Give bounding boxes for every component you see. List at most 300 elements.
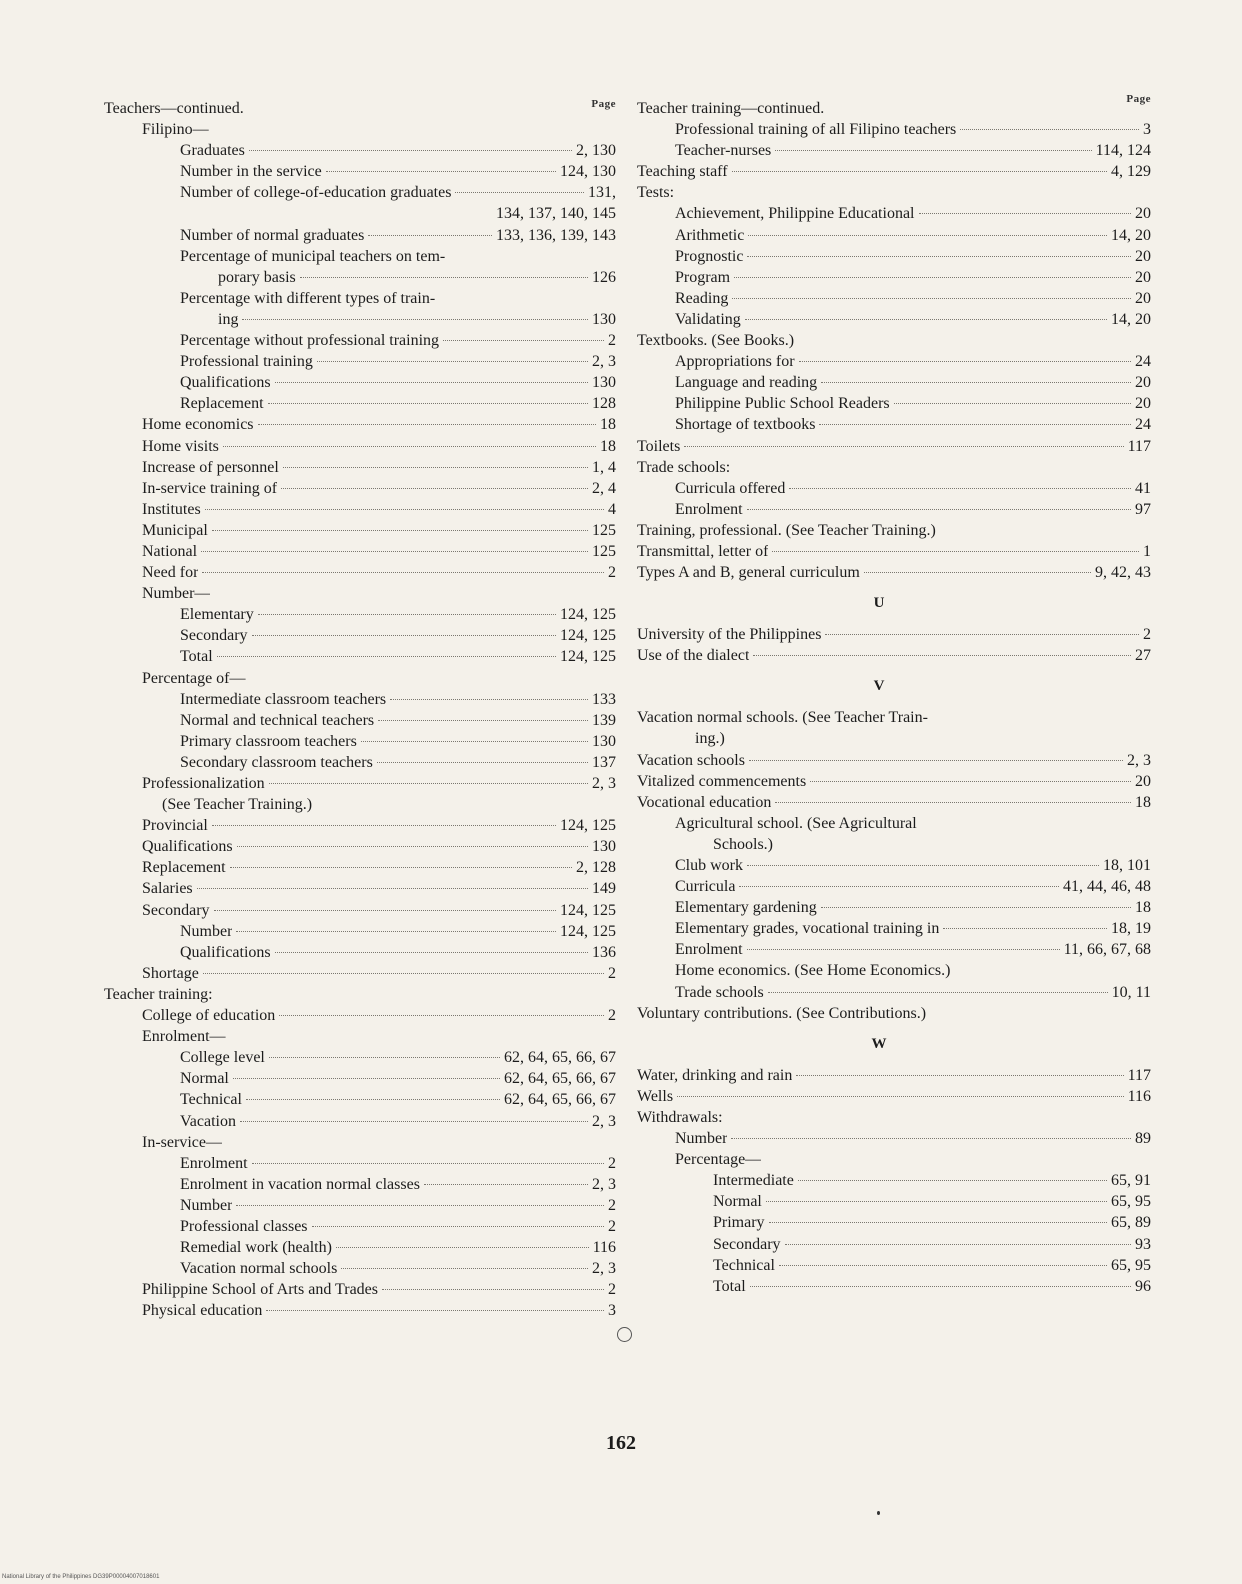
index-entry — [104, 836, 616, 857]
index-entry — [637, 288, 1151, 309]
entry-pages: 41, 44, 46, 48 — [1063, 878, 1151, 896]
entry-label: Professional training of all Filipino teachers — [675, 121, 957, 139]
entry-label: Filipino— — [142, 121, 209, 139]
index-entry — [104, 562, 616, 583]
dot-leader — [236, 931, 556, 932]
dot-leader — [317, 361, 588, 362]
entry-label: Qualifications — [180, 943, 271, 961]
right-entry-list — [637, 98, 1151, 1297]
index-entry — [104, 182, 616, 203]
entry-label: Teacher training—continued. — [637, 100, 825, 117]
index-entry — [104, 668, 616, 689]
entry-pages: 2 — [608, 1281, 616, 1299]
entry-pages: 18 — [600, 416, 616, 434]
entry-label: Trade schools: — [637, 458, 731, 476]
entry-label: Number of normal graduates — [180, 226, 365, 244]
dot-leader — [212, 530, 588, 531]
dot-leader — [249, 150, 572, 151]
entry-label: Home economics. (See Home Economics.) — [675, 962, 951, 980]
dot-leader — [205, 509, 604, 510]
entry-pages: 130 — [592, 838, 616, 856]
dot-leader — [732, 298, 1131, 299]
entry-pages: 65, 89 — [1111, 1214, 1151, 1232]
entry-pages: 10, 11 — [1111, 983, 1151, 1001]
dot-leader — [894, 403, 1131, 404]
entry-label: Salaries — [142, 880, 193, 898]
index-entry — [104, 1047, 616, 1068]
entry-label: Home visits — [142, 437, 219, 455]
index-entry — [104, 1089, 616, 1110]
index-entry — [637, 330, 1151, 351]
entry-pages: 2 — [1143, 626, 1151, 644]
entry-label: Replacement — [180, 395, 264, 413]
entry-label: Reading — [675, 289, 729, 307]
entry-label: Primary — [713, 1214, 765, 1232]
entry-pages: 2 — [608, 332, 616, 350]
entry-label: Provincial — [142, 817, 208, 835]
entry-pages: 2 — [608, 1007, 616, 1025]
index-entry — [104, 815, 616, 836]
entry-label: Teaching staff — [637, 163, 728, 181]
entry-label: Secondary — [713, 1235, 781, 1253]
entry-label: Number — [180, 922, 233, 940]
index-entry — [104, 1111, 616, 1132]
index-entry — [637, 1212, 1151, 1233]
dot-leader — [223, 446, 596, 447]
index-entry — [104, 203, 616, 224]
entry-label: Vacation — [180, 1112, 236, 1130]
index-entry — [104, 414, 616, 435]
entry-pages: 18 — [600, 437, 616, 455]
entry-label: Qualifications — [180, 374, 271, 392]
entry-label: Number— — [142, 585, 211, 603]
dot-leader — [443, 340, 604, 341]
entry-pages: 14, 20 — [1111, 310, 1151, 328]
index-entry — [104, 646, 616, 667]
dot-leader — [772, 551, 1139, 552]
index-entry — [104, 942, 616, 963]
index-entry — [637, 119, 1151, 140]
dot-leader — [266, 1310, 604, 1311]
dot-leader — [734, 277, 1131, 278]
index-entry — [104, 478, 616, 499]
index-entry — [637, 1234, 1151, 1255]
dot-leader — [233, 1078, 500, 1079]
index-entry — [637, 414, 1151, 435]
entry-pages: 116 — [1127, 1087, 1151, 1105]
entry-pages: 24 — [1135, 416, 1151, 434]
dot-leader — [336, 1247, 589, 1248]
entry-pages: 20 — [1135, 289, 1151, 307]
entry-label: Institutes — [142, 500, 201, 518]
dot-leader — [747, 865, 1099, 866]
entry-label: Achievement, Philippine Educational — [675, 205, 915, 223]
entry-label: Transmittal, letter of — [637, 542, 769, 560]
entry-label: Number — [675, 1130, 728, 1148]
dot-leader — [382, 1289, 604, 1290]
dot-leader — [230, 867, 572, 868]
entry-label: Number in the service — [180, 163, 322, 181]
dot-leader — [378, 720, 588, 721]
entry-label: Voluntary contributions. (See Contributions.) — [637, 1004, 927, 1022]
index-entry — [637, 478, 1151, 499]
index-entry — [104, 1005, 616, 1026]
entry-label: Curricula — [675, 878, 736, 896]
index-entry — [104, 267, 616, 288]
index-entry — [637, 309, 1151, 330]
entry-label: Primary classroom teachers — [180, 732, 357, 750]
entry-pages: 117 — [1127, 437, 1151, 455]
entry-pages: 124, 125 — [560, 627, 616, 645]
dot-leader — [789, 488, 1131, 489]
entry-label: University of the Philippines — [637, 626, 822, 644]
dot-leader — [252, 1163, 604, 1164]
entry-pages: 20 — [1135, 395, 1151, 413]
entry-pages: 124, 130 — [560, 163, 616, 181]
index-entry — [637, 393, 1151, 414]
entry-pages: 149 — [592, 880, 616, 898]
index-entry — [104, 499, 616, 520]
entry-label: Replacement — [142, 859, 226, 877]
entry-pages: 41 — [1135, 479, 1151, 497]
entry-label: Curricula offered — [675, 479, 786, 497]
dot-leader — [753, 655, 1131, 656]
entry-pages: 24 — [1135, 353, 1151, 371]
index-entry — [104, 98, 616, 119]
entry-label: Intermediate classroom teachers — [180, 690, 387, 708]
entry-pages: 124, 125 — [560, 648, 616, 666]
dot-leader — [819, 424, 1131, 425]
index-entry — [637, 203, 1151, 224]
entry-label: Prognostic — [675, 247, 744, 265]
dot-leader — [326, 171, 556, 172]
index-entry — [637, 246, 1151, 267]
index-entry — [104, 330, 616, 351]
dot-leader — [269, 783, 588, 784]
entry-pages: 126 — [592, 268, 616, 286]
dot-leader — [825, 634, 1139, 635]
entry-pages: 128 — [592, 395, 616, 413]
dot-leader — [747, 256, 1131, 257]
entry-label: Training, professional. (See Teacher Training.) — [637, 521, 936, 539]
entry-label: Secondary — [142, 901, 210, 919]
dot-leader — [732, 171, 1107, 172]
index-entry — [637, 1003, 1151, 1024]
index-entry — [637, 792, 1151, 813]
entry-label: Withdrawals: — [637, 1108, 723, 1126]
letter-heading: V — [873, 678, 885, 695]
index-entry — [104, 1216, 616, 1237]
entry-label: Textbooks. (See Books.) — [637, 332, 795, 350]
entry-pages: 20 — [1135, 374, 1151, 392]
entry-pages: 97 — [1135, 500, 1151, 518]
entry-pages: 62, 64, 65, 66, 67 — [504, 1091, 616, 1109]
entry-label: Total — [180, 648, 213, 666]
dot-leader — [424, 1184, 588, 1185]
entry-pages: 2 — [608, 964, 616, 982]
entry-pages: 96 — [1135, 1277, 1151, 1295]
index-entry — [104, 372, 616, 393]
entry-pages: 3 — [1143, 121, 1151, 139]
dot-leader — [212, 825, 556, 826]
index-entry — [104, 1237, 616, 1258]
entry-pages: 2, 3 — [592, 1260, 616, 1278]
dot-leader — [300, 277, 588, 278]
entry-pages: 139 — [592, 711, 616, 729]
entry-pages: 89 — [1135, 1130, 1151, 1148]
dot-leader — [785, 1244, 1131, 1245]
entry-pages: 2, 128 — [576, 859, 616, 877]
index-entry — [104, 1300, 616, 1321]
entry-pages: 114, 124 — [1095, 142, 1151, 160]
entry-label: Enrolment— — [142, 1028, 226, 1046]
index-entry — [104, 773, 616, 794]
ink-speck — [877, 1511, 880, 1515]
index-entry — [637, 161, 1151, 182]
index-entry — [637, 707, 1151, 728]
page-number: 162 — [606, 1432, 636, 1454]
dot-leader — [252, 635, 556, 636]
index-entry — [104, 140, 616, 161]
entry-label: Club work — [675, 857, 743, 874]
entry-label: Percentage of— — [142, 669, 246, 687]
entry-label: ing.) — [695, 730, 725, 748]
entry-label: Secondary classroom teachers — [180, 753, 373, 771]
index-entry — [104, 921, 616, 942]
entry-label: Wells — [637, 1087, 674, 1105]
entry-label: Vitalized commencements — [637, 772, 807, 790]
entry-label: Technical — [180, 1091, 242, 1109]
entry-label: Vocational education — [637, 793, 772, 811]
entry-label: In-service— — [142, 1133, 222, 1151]
dot-leader — [821, 382, 1131, 383]
index-entry — [104, 436, 616, 457]
entry-label: Total — [713, 1277, 746, 1295]
entry-label: Percentage— — [675, 1151, 762, 1169]
entry-pages: 2, 3 — [592, 1112, 616, 1130]
entry-label: Municipal — [142, 521, 208, 539]
index-entry — [104, 689, 616, 710]
index-entry — [637, 499, 1151, 520]
dot-leader — [203, 973, 604, 974]
dot-leader — [390, 699, 588, 700]
entry-pages: 125 — [592, 521, 616, 539]
dot-leader — [775, 150, 1091, 151]
entry-label: Enrolment — [180, 1154, 248, 1172]
index-entry — [104, 794, 616, 815]
entry-pages: 20 — [1135, 247, 1151, 265]
dot-leader — [236, 1205, 604, 1206]
index-entry — [637, 1255, 1151, 1276]
letter-heading: U — [873, 595, 885, 612]
entry-pages: 3 — [608, 1302, 616, 1320]
entry-label: Use of the dialect — [637, 647, 750, 665]
dot-leader — [779, 1265, 1107, 1266]
index-entry — [637, 351, 1151, 372]
entry-pages: 65, 91 — [1111, 1172, 1151, 1190]
dot-leader — [281, 488, 588, 489]
entry-label: Normal — [180, 1070, 229, 1088]
dot-leader — [237, 846, 588, 847]
entry-pages: 2, 3 — [1127, 751, 1151, 769]
entry-label: Agricultural school. (See Agricultural — [675, 814, 917, 832]
dot-leader — [960, 129, 1139, 130]
entry-pages: 2, 3 — [592, 353, 616, 371]
entry-pages: 2, 3 — [592, 1175, 616, 1193]
index-entry — [104, 984, 616, 1005]
entry-label: Technical — [713, 1256, 775, 1274]
entry-pages: 62, 64, 65, 66, 67 — [504, 1070, 616, 1088]
entry-pages: 18, 101 — [1103, 857, 1151, 874]
entry-label: Percentage with different types of train- — [180, 289, 436, 307]
dot-leader — [201, 551, 588, 552]
index-entry — [104, 1195, 616, 1216]
footer-credit: National Library of the Philippines DG39P00004007018601 — [2, 1574, 160, 1580]
index-entry — [104, 1026, 616, 1047]
index-entry — [104, 1174, 616, 1195]
dot-leader — [864, 572, 1091, 573]
index-entry — [104, 1068, 616, 1089]
entry-label: Elementary — [180, 606, 254, 624]
dot-leader — [919, 213, 1132, 214]
entry-label: Physical education — [142, 1302, 263, 1320]
entry-pages: 2 — [608, 564, 616, 582]
dot-leader — [750, 1286, 1131, 1287]
entry-label: Vacation normal schools — [180, 1260, 338, 1278]
entry-label: Need for — [142, 564, 199, 582]
entry-label: Types A and B, general curriculum — [637, 564, 860, 582]
entry-label: (See Teacher Training.) — [162, 796, 313, 814]
index-entry — [637, 1086, 1151, 1107]
entry-pages: 131, — [588, 184, 616, 202]
entry-pages: 27 — [1135, 647, 1151, 665]
index-entry — [637, 182, 1151, 203]
page-column-label: Page — [591, 98, 616, 110]
dot-leader — [810, 781, 1131, 782]
entry-pages: 4, 129 — [1111, 163, 1151, 181]
entry-pages: 2, 4 — [592, 479, 616, 497]
dot-leader — [768, 992, 1108, 993]
index-entry — [104, 1153, 616, 1174]
index-entry — [637, 1128, 1151, 1149]
dot-leader — [769, 1222, 1107, 1223]
dot-leader — [943, 928, 1107, 929]
dot-leader — [798, 1180, 1107, 1181]
dot-leader — [246, 1099, 500, 1100]
index-entry — [104, 731, 616, 752]
entry-pages: 11, 66, 67, 68 — [1063, 941, 1151, 959]
entry-pages: 4 — [608, 500, 616, 518]
entry-label: In-service training of — [142, 479, 278, 497]
index-entry — [637, 728, 1151, 749]
index-entry — [104, 1132, 616, 1153]
index-entry — [104, 520, 616, 541]
dot-leader — [766, 1201, 1107, 1202]
left-entry-list — [104, 98, 616, 1321]
entry-pages: 2 — [608, 1154, 616, 1172]
dot-leader — [796, 1075, 1123, 1076]
entry-pages: 14, 20 — [1111, 226, 1151, 244]
entry-label: Qualifications — [142, 838, 233, 856]
entry-label: National — [142, 542, 198, 560]
dot-leader — [268, 403, 588, 404]
dot-leader — [747, 949, 1060, 950]
index-entry — [637, 541, 1151, 562]
entry-pages: 1 — [1143, 542, 1151, 560]
index-entry — [637, 1170, 1151, 1191]
dot-leader — [312, 1226, 604, 1227]
index-entry — [104, 604, 616, 625]
index-entry — [637, 436, 1151, 457]
dot-leader — [677, 1096, 1124, 1097]
index-entry — [637, 645, 1151, 666]
dot-leader — [739, 886, 1059, 887]
index-entry — [637, 918, 1151, 939]
dot-leader — [217, 656, 556, 657]
dot-leader — [749, 760, 1123, 761]
entry-pages: 116 — [592, 1239, 616, 1257]
index-entry — [104, 963, 616, 984]
entry-pages: 1, 4 — [592, 458, 616, 476]
entry-pages: 130 — [592, 374, 616, 392]
dot-leader — [368, 235, 492, 236]
entry-label: Teacher training: — [104, 985, 213, 1003]
dot-leader — [279, 1015, 604, 1016]
dot-leader — [240, 1121, 588, 1122]
entry-label: Elementary gardening — [675, 899, 817, 917]
index-entry — [637, 372, 1151, 393]
index-entry — [104, 119, 616, 140]
dot-leader — [242, 319, 588, 320]
entry-pages: 2, 3 — [592, 775, 616, 792]
index-entry — [637, 562, 1151, 583]
index-entry — [104, 583, 616, 604]
entry-label: Toilets — [637, 437, 681, 455]
entry-pages: 133 — [592, 690, 616, 708]
index-entry — [104, 878, 616, 899]
index-entry — [104, 351, 616, 372]
index-entry — [104, 1258, 616, 1279]
index-entry — [637, 457, 1151, 478]
index-entry — [637, 140, 1151, 161]
entry-pages: 9, 42, 43 — [1095, 564, 1151, 582]
dot-leader — [275, 952, 588, 953]
entry-label: Teacher-nurses — [675, 142, 772, 160]
right-index-column — [637, 93, 1151, 1297]
entry-label: Percentage of municipal teachers on tem- — [180, 247, 446, 265]
dot-leader — [455, 192, 584, 193]
index-entry — [104, 1279, 616, 1300]
entry-pages: 65, 95 — [1111, 1256, 1151, 1274]
entry-label: Normal and technical teachers — [180, 711, 375, 729]
entry-label: Shortage — [142, 964, 199, 982]
entry-label: College of education — [142, 1007, 276, 1025]
entry-label: College level — [180, 1049, 265, 1067]
dot-leader — [748, 235, 1107, 236]
entry-label: Shortage of textbooks — [675, 416, 816, 434]
entry-label: Normal — [713, 1193, 762, 1211]
index-entry — [637, 1191, 1151, 1212]
index-entry — [637, 1065, 1151, 1086]
entry-label: porary basis — [218, 268, 296, 286]
entry-label: Validating — [675, 310, 741, 328]
entry-label: Enrolment — [675, 500, 743, 518]
entry-pages: 2 — [608, 1217, 616, 1235]
entry-pages: 18 — [1135, 899, 1151, 917]
index-entry — [104, 900, 616, 921]
entry-pages: 20 — [1135, 268, 1151, 286]
entry-label: Appropriations for — [675, 353, 795, 371]
